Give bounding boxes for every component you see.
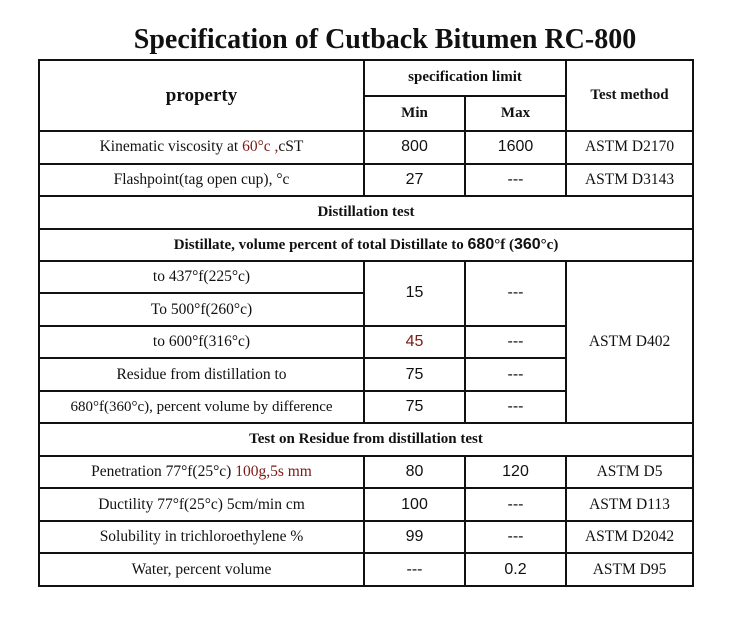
table-row — [39, 456, 693, 488]
row-max: --- — [465, 164, 566, 196]
row-min: 99 — [364, 521, 465, 553]
table-row — [39, 488, 693, 520]
table-row — [39, 261, 693, 293]
header-max: Max — [465, 96, 566, 132]
row-method: ASTM D3143 — [566, 164, 693, 196]
row-method: ASTM D2042 — [566, 521, 693, 553]
row-method: ASTM D2170 — [566, 131, 693, 163]
row-method: ASTM D95 — [566, 553, 693, 586]
row-label: 680°f(360°c), percent volume by difference — [39, 391, 364, 423]
row-min: 45 — [364, 326, 465, 358]
specification-table — [38, 59, 694, 587]
row-max: --- — [465, 488, 566, 520]
row-label: Ductility 77°f(25°c) 5cm/min cm — [39, 488, 364, 520]
row-label: Solubility in trichloroethylene % — [39, 521, 364, 553]
table-row — [39, 131, 693, 163]
row-label: Flashpoint(tag open cup), °c — [39, 164, 364, 196]
header-property: property — [39, 60, 364, 131]
header-spec-limit: specification limit — [364, 60, 566, 96]
row-max: --- — [465, 326, 566, 358]
row-label: Residue from distillation to — [39, 358, 364, 390]
row-min: --- — [364, 553, 465, 586]
row-label: To 500°f(260°c) — [39, 293, 364, 325]
row-min: 75 — [364, 391, 465, 423]
row-method: ASTM D5 — [566, 456, 693, 488]
row-min: 75 — [364, 358, 465, 390]
table-row — [39, 164, 693, 196]
row-min: 27 — [364, 164, 465, 196]
row-method: ASTM D113 — [566, 488, 693, 520]
page-title: Specification of Cutback Bitumen RC-800 — [133, 24, 637, 55]
row-max: --- — [465, 521, 566, 553]
row-max: --- — [465, 358, 566, 390]
row-method: ASTM D402 — [566, 261, 693, 423]
row-label: Kinematic viscosity at 60°c ,cST — [39, 131, 364, 163]
row-max: 120 — [465, 456, 566, 488]
row-min: 15 — [364, 261, 465, 326]
row-max: 1600 — [465, 131, 566, 163]
row-max: 0.2 — [465, 553, 566, 586]
row-min: 800 — [364, 131, 465, 163]
row-max: --- — [465, 261, 566, 326]
section-heading-distillation: Distillation test — [39, 196, 693, 228]
header-test-method: Test method — [566, 60, 693, 131]
row-label: to 437°f(225°c) — [39, 261, 364, 293]
row-label: to 600°f(316°c) — [39, 326, 364, 358]
row-label: Water, percent volume — [39, 553, 364, 586]
table-row — [39, 553, 693, 586]
section-heading-residue: Test on Residue from distillation test — [39, 423, 693, 455]
header-min: Min — [364, 96, 465, 132]
row-max: --- — [465, 391, 566, 423]
table-row — [39, 521, 693, 553]
section-heading-distillate: Distillate, volume percent of total Distillate to 680°f (360°c) — [39, 229, 693, 261]
row-label: Penetration 77°f(25°c) 100g,5s mm — [39, 456, 364, 488]
row-min: 100 — [364, 488, 465, 520]
row-min: 80 — [364, 456, 465, 488]
